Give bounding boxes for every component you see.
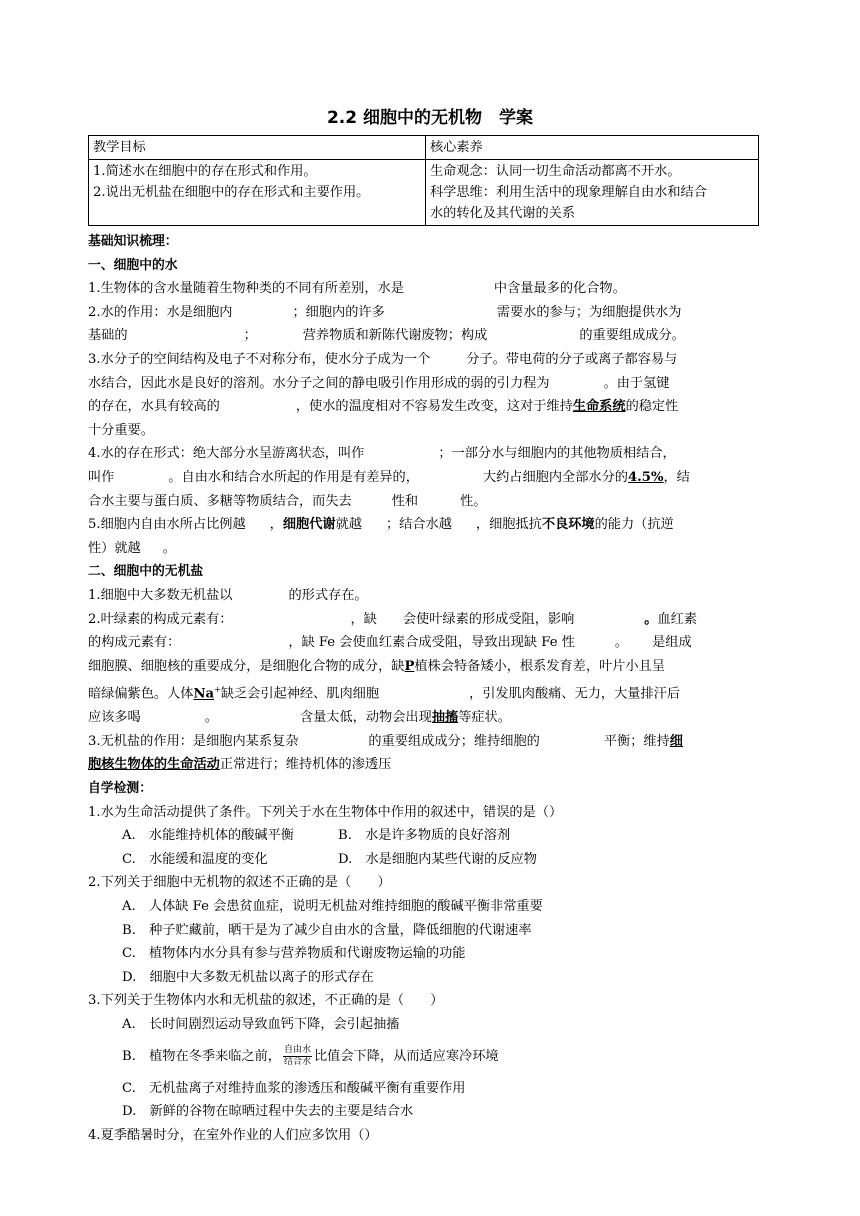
blank[interactable] (232, 586, 288, 599)
blank[interactable] (257, 326, 303, 339)
water-item-2: 2.水的作用：水是细胞内 ；细胞内的许多 需要水的参与；为细胞提供水为 基础的 ； 营养物质和新陈代谢废物；构成 的重要组成成分。 (88, 301, 772, 348)
question-1-stem: 1.水为生命活动提供了条件。下列关于水在生物体中作用的叙述中，错误的是（） (88, 804, 563, 820)
blank[interactable] (246, 515, 270, 528)
worksheet-body (88, 230, 772, 1147)
blank[interactable] (362, 515, 386, 528)
blank[interactable] (220, 397, 296, 410)
blank[interactable] (628, 633, 652, 646)
goals-table (88, 135, 759, 226)
blank[interactable] (141, 539, 163, 552)
option-a[interactable]: A. 人体缺 Fe 会患贫血症，说明无机盐对维持细胞的酸碱平衡非常重要 (122, 899, 543, 915)
option-d[interactable]: D. 新鲜的谷物在晾晒过程中失去的主要是结合水 (122, 1104, 414, 1120)
blank[interactable] (232, 303, 292, 316)
salt-item-1: 1.细胞中大多数无机盐以 的形式存在。 (88, 584, 772, 608)
option-a[interactable]: A. 水能维持机体的酸碱平衡 (122, 828, 294, 844)
goals-header-literacy: 核心素养 (426, 136, 759, 160)
salt-item-2: 2.叶绿素的构成元素有： ，缺 会使叶绿素的形成受阻，影响 。血红素 的构成元素有： ，缺 Fe 会使血红素合成受阻，导致出现缺 Fe 性 。 是组成 细胞膜、细胞核的重要成分，是细胞化合物的成分，缺P植株会特备矮小，根系发育差，叶片小且呈 暗绿偏紫色。人体Na+缺乏会引起神经、肌肉细胞 ，引发肌肉酸痛、无力，大量排汗后 应该多喝 。 含量太低，动物会出现抽搐等症状。 (88, 608, 772, 730)
literacy-line-2: 科学思维：利用生活中的现象理解自由水和结合 (430, 185, 707, 200)
section-water-heading: 一、细胞中的水 (88, 257, 178, 273)
blank[interactable] (141, 708, 205, 721)
water-ratio-fraction: $\frac{\text{自由水}}{\text{结合水}}$ (283, 1044, 311, 1067)
page-title: 2.2 细胞中的无机物 学案 (326, 108, 534, 128)
blank[interactable] (487, 326, 579, 339)
blank[interactable] (418, 491, 460, 504)
basic-knowledge-heading: 基础知识梳理： (88, 234, 178, 249)
blank[interactable] (430, 350, 466, 363)
option-b[interactable]: B. 植物在冬季来临之前， $\frac{\text{自由水}}{\text{结合水}}$ 比值会下降，从而适应寒冷环境 (122, 1044, 499, 1067)
option-b[interactable]: B. 水是许多物质的良好溶剂 (338, 828, 511, 844)
blank[interactable] (575, 633, 615, 646)
option-d[interactable]: D. 细胞中大多数无机盐以离子的形式存在 (122, 969, 374, 985)
self-test-heading: 自学检测： (88, 781, 152, 797)
option-c[interactable]: C. 无机盐离子对维持血浆的渗透压和酸碱平衡有重要作用 (122, 1080, 466, 1096)
blank[interactable] (404, 279, 494, 292)
salt-item-3: 3.无机盐的作用：是细胞内某系复杂 的重要组成成分；维持细胞的 平衡；维持细 胞核生物体的生命活动正常进行；维持机体的渗透压 (88, 730, 772, 777)
blank[interactable] (379, 684, 469, 697)
blank[interactable] (419, 468, 483, 481)
section-salt-heading: 二、细胞中的无机盐 (88, 564, 204, 580)
blank[interactable] (574, 609, 644, 622)
question-1-options-ab (88, 824, 772, 848)
core-literacy-cell (426, 160, 759, 226)
water-item-4: 4.水的存在形式：绝大部分水呈游离状态，叫作 ；一部分水与细胞内的其他物质相结合， 叫作 。自由水和结合水所起的作用是有差异的， 大约占细胞内全部水分的4.5%，结 合水主要与蛋白质、多糖等物质结合，而失去 性和 性。 (88, 442, 772, 513)
blank[interactable] (114, 468, 168, 481)
blank[interactable] (352, 491, 392, 504)
literacy-line-3: 水的转化及其代谢的关系 (430, 206, 576, 221)
blank[interactable] (364, 444, 438, 457)
option-c[interactable]: C. 植物体内水分具有参与营养物质和代谢废物运输的功能 (122, 946, 466, 962)
question-4-stem: 4.夏季酷暑时分，在室外作业的人们应多饮用（） (88, 1127, 378, 1143)
blank[interactable] (377, 609, 403, 622)
blank[interactable] (218, 708, 300, 721)
blank[interactable] (298, 732, 368, 745)
teaching-goal-1: 1.简述水在细胞中的存在形式和作用。 (93, 164, 317, 179)
option-c[interactable]: C. 水能缓和温度的变化 (122, 851, 268, 867)
goals-header-teaching: 教学目标 (89, 136, 426, 160)
water-item-3: 3.水分子的空间结构及电子不对称分布，使水分子成为一个 分子。带电荷的分子或离子都容易与 水结合，因此水是良好的溶剂。水分子之间的静电吸引作用形成的弱的引力程为 。由于氢键 的存在，水具有较高的 ，使水的温度相对不容易发生改变，这对于维持生命系统的稳定性 十分重要。 (88, 348, 772, 442)
option-b[interactable]: B. 种子贮藏前，晒干是为了减少自由水的含量，降低细胞的代谢速率 (122, 922, 532, 938)
option-d[interactable]: D. 水是细胞内某些代谢的反应物 (338, 851, 537, 867)
water-item-5: 5.细胞内自由水所占比例越 ，细胞代谢就越 ；结合水越 ，细胞抵抗不良环境的能力（抗逆 性）就越 。 (88, 513, 772, 560)
blank[interactable] (232, 609, 350, 622)
blank[interactable] (452, 515, 476, 528)
option-a[interactable]: A. 长时间剧烈运动导致血钙下降，会引起抽搐 (122, 1016, 400, 1032)
question-2-stem: 2.下列关于细胞中无机物的叙述不正确的是（ ） (88, 875, 391, 891)
question-3-stem: 3.下列关于生物体内水和无机盐的叙述，不正确的是（ ） (88, 993, 444, 1009)
blank[interactable] (540, 732, 604, 745)
water-item-1: 1.生物体的含水量随着生物种类的不同有所差别，水是 中含量最多的化合物。 (88, 277, 772, 301)
literacy-line-1: 生命观念：认同一切生命活动都离不开水。 (430, 164, 681, 179)
blank[interactable] (128, 326, 244, 339)
teaching-goal-2: 2.说出无机盐在细胞中的存在形式和主要作用。 (93, 185, 370, 200)
question-1-options-cd (88, 848, 772, 872)
teaching-goals-cell (89, 160, 426, 226)
blank[interactable] (180, 633, 288, 646)
blank[interactable] (385, 303, 497, 316)
blank[interactable] (550, 373, 604, 386)
